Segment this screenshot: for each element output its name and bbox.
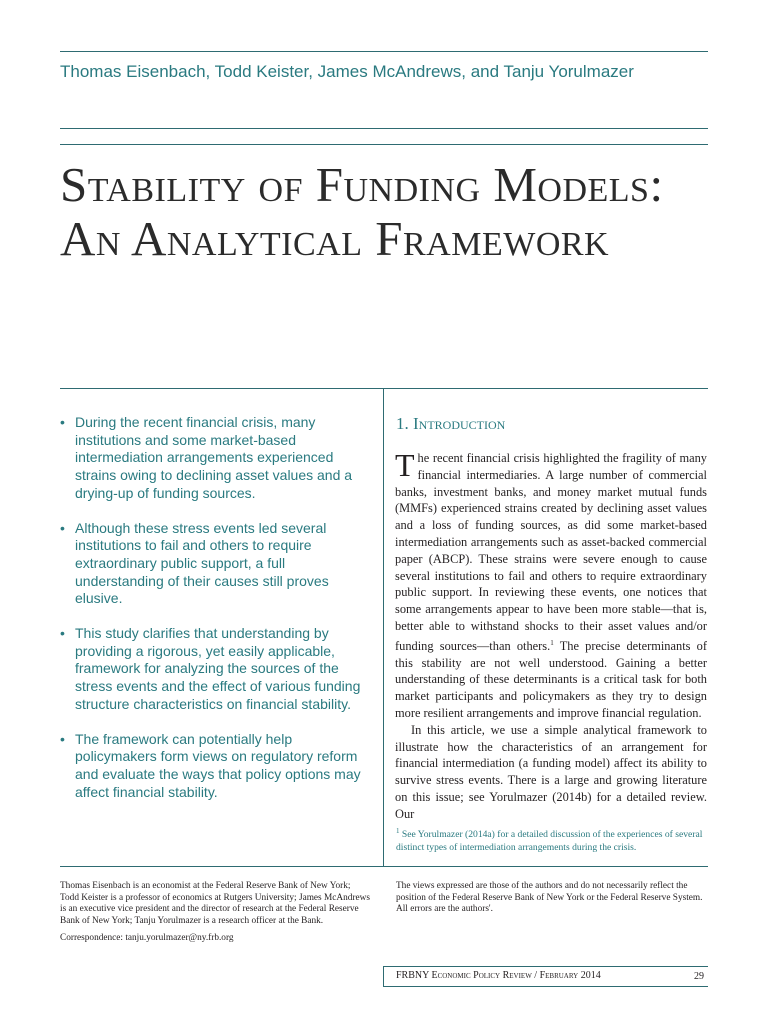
top-rule — [60, 51, 708, 52]
summary-text: The framework can potentially help policymakers form views on regulatory reform and evaluate the ways that policy options may affect financial stability. — [75, 730, 361, 800]
bullet-icon: • — [60, 519, 65, 536]
authors-bottom-rule — [60, 128, 708, 129]
page-number: 29 — [694, 971, 704, 982]
intro-text-cont: The precise determinants of this stability are not well understood. Gaining a better understanding of these determinants is a critical task for both market participants and policymakers as they try to design more resilient arrangements and improve financial regulation. — [395, 638, 707, 721]
article-title: Stability of Funding Models: An Analytical Framework — [60, 157, 664, 266]
author-list: Thomas Eisenbach, Todd Keister, James McAndrews, and Tanju Yorulmazer — [60, 62, 634, 81]
footnote-text: See Yorulmazer (2014a) for a detailed discussion of the experiences of several distinct types of intermediation arrangements during the crisis. — [396, 829, 703, 854]
intro-paragraph-2: In this article, we use a simple analytical framework to illustrate how the characteristics of an arrangement for financial intermediation (a funding model) affect its ability to survive stress events. There is a large and growing literature on this issue; see Yorulmazer (2014b) for a detailed review. Our — [395, 722, 707, 821]
summary-item — [60, 414, 372, 503]
disclaimer: The views expressed are those of the authors and do not necessarily reflect the position of the Federal Reserve Bank of New York or the Federal Reserve System. All errors are the authors'. — [396, 881, 703, 915]
summary-text: During the recent financial crisis, many institutions and some market-based intermediation arrangements experienced strains owing to declining asset values and a drying-up of funding sources. — [75, 414, 353, 501]
summary-item — [60, 625, 372, 714]
journal-name: FRBNY Economic Policy Review / February 2014 — [396, 970, 601, 981]
bullet-icon: • — [60, 414, 65, 430]
title-top-rule — [60, 144, 708, 145]
footer-rule-bottom — [383, 986, 708, 987]
footnote-ref[interactable]: 1 — [550, 638, 554, 647]
author-bio — [60, 881, 370, 951]
summary-text: This study clarifies that understanding by providing a rigorous, yet easily applicable, framework for analyzing the sources of the stress events and the effect of various funding structure characteristics on financial stability. — [75, 625, 361, 712]
correspondence: Correspondence: tanju.yorulmazer@ny.frb.org — [60, 933, 234, 944]
drop-cap: T — [395, 447, 415, 483]
footnote — [396, 825, 708, 854]
bullet-icon: • — [60, 730, 65, 747]
footer-rule-top — [383, 966, 708, 967]
summary-list — [60, 414, 372, 818]
footnote-bottom-rule — [60, 866, 708, 867]
title-bottom-rule — [60, 388, 708, 389]
summary-item — [60, 731, 372, 802]
bio-text: Thomas Eisenbach is an economist at the Federal Reserve Bank of New York; Todd Keister is a professor of economics at Rutgers University; James McAndrews is an executive vice president and the director of research at the Federal Reserve Bank of New York; Tanju Yorulmazer is a research officer at the Bank. — [60, 881, 370, 926]
column-divider — [383, 388, 384, 866]
footnote-mark: 1 — [396, 827, 400, 835]
intro-paragraph-1 — [395, 447, 707, 722]
introduction-body — [395, 447, 707, 823]
intro-text: he recent financial crisis highlighted the fragility of many financial intermediaries. A large number of commercial banks, investment banks, and money market mutual funds (MMFs) experienced strains created by declining asset values and a loss of funding sources, as did some market-based intermediation arrangements such as asset-backed commercial paper (ABCP). These strains were severe enough to cause several institutions to fail and others to require extraordinary public support. In reviewing these events, one notices that some arrangements appear to have been more stable—that is, better able to withstand shocks to their asset values and/or funding sources—than others. — [395, 451, 707, 653]
bullet-icon: • — [60, 625, 65, 642]
section-heading: 1. Introduction — [396, 414, 506, 433]
footer-divider — [383, 966, 384, 986]
summary-text: Although these stress events led several institutions to fail and others to require extraordinary public support, a full understanding of their causes still proves elusive. — [75, 519, 329, 607]
summary-item — [60, 520, 372, 609]
